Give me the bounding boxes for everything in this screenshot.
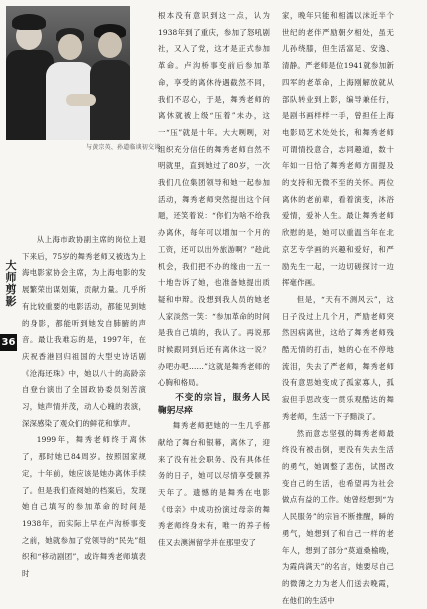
text-column-3 xyxy=(282,8,394,609)
paragraph: 1999年，舞秀老师终于离休了，那时她已84周岁。按照国家规定，十年前，她应该是她办离休手续了。但是我们查阅她的档案后，发现她自己填写的参加革命的时间是1938年，而实际上早在卢沟桥事变之前，她就参加了党领导的“民先”组织和“移动剧团”，或许舞秀老师填表时 xyxy=(22,435,146,579)
page-number: 36 xyxy=(0,334,17,351)
paragraph: 家，晚年只能和相濡以沫近半个世纪的老伴严励朝夕相处，虽无儿孙绕膝，但生活富足、安逸、清静。严老师是位1941就参加新四军的老革命，上海刚解放就从部队转业到上影，编导兼任行，是剧书画样样一手，曾担任上海电影局艺术处处长，和舞秀老师可谓情投意合，志同趣道，数十年如一日恰了舞秀老师方面提及的支持和无微不至的关怀。两位离休的老前辈，看着演变，沐浴爱情，爱补人生。最让舞秀老师欣慰的是，她可以重温当年在北京艺专学画的兴趣和爱好，和严励先生一起，一边切磋探讨一边挥毫作画。 xyxy=(282,11,394,288)
section-heading: 不变的宗旨，服务人民鞠躬尽瘁 xyxy=(158,393,270,417)
text-column-2 xyxy=(158,8,270,552)
paragraph: 但是，“天有不测风云”，这日子没过上几个月，严励老师突然因病离世，这给了舞秀老师残酷无情的打击，她的心在不停地流泪，失去了严老师，舞秀老师没有意思她变成了孤家寡人，孤寂但手思改变一贯乐观酷达的舞秀老师，生活一下子黯淡了。 xyxy=(282,294,394,421)
archival-photo xyxy=(6,6,130,140)
section-tab: 大师剪影 xyxy=(5,259,17,308)
photo-caption: 与黄宗英、孙道临谈初交谈 xyxy=(86,144,161,151)
paragraph: 舞秀老师把她的一生几乎都献给了舞台和银幕，离休了，迎来了没有社会职务、没有具体任务的日子，她可以尽情享受颐养天年了。遗憾的是舞秀在电影《母亲》中成功扮演过母亲的舞秀老师终身未有，唯一的养子杨佳又去澳洲留学并在那里安了 xyxy=(158,421,270,548)
text-column-1 xyxy=(22,232,146,583)
figure-right xyxy=(90,60,130,140)
paragraph: 根本没有意识到这一点，认为1938年到了重庆，参加了怒吼剧社，又入了党，这才是正式参加革命。卢沟桥事变前后参加革命，享受的离休待遇截然不同，我们不忍心，于是，舞秀老师的离休就被上级“压着”未办，这一“压”就是十年。大大咧咧，对组织充分信任的舞秀老师自然不明就里，直到她过了80岁，一次我们几位集团领导和她一起参加活动，舞秀老师突然提出这个问题，还笑着说：“你们为啥不给我办离休，每年可以增加一个月的工资，还可以出外旅游啊？”趁此机会，我们把不办的缘由一五一十地告诉了她，也准备她提出质疑和申辩。没想到我人员的她老人家淡然一笑：“参加革命的时间是我自己填的，我认了。再说那时候跟同到后还有离休这一说？办吧办吧……”这就是舞秀老师的心胸和格局。 xyxy=(158,11,270,388)
paragraph: 然而意志坚强的舞秀老师最终没有被击倒，更没有失去生活的勇气，她调整了悲伤，试图改变自己的生活，也希望再为社会做点有益的工作。她曾经想到“为人民服务”的宗旨不断推醒，瞬的勇气，她想到了和自己一样的老年人，想到了部分“莫道桑榆晚，为霞尚满天”的名言，她要尽自己的微薄之力为老人们送去晚霞，在他们的生活中 xyxy=(282,428,394,605)
paragraph: 从上海市政协副主席的岗位上退下来后，75岁的舞秀老师又被选为上海电影家协会主席，为上海电影的发展繁荣出谋划策，贡献力量。几乎所有比较重要的电影活动，都能见到她的身影，都能听到她发自肺腑的声音。最让我难忘的是，1997年，在庆祝香港回归祖国的大型史诗话剧《沧海还珠》中，她以八十的高龄亲自登台演出了全国政协委员刻苦演习，她声情并茂，动人心魄的表演，深深感染了观众们的鲜花和掌声。 xyxy=(22,235,146,428)
